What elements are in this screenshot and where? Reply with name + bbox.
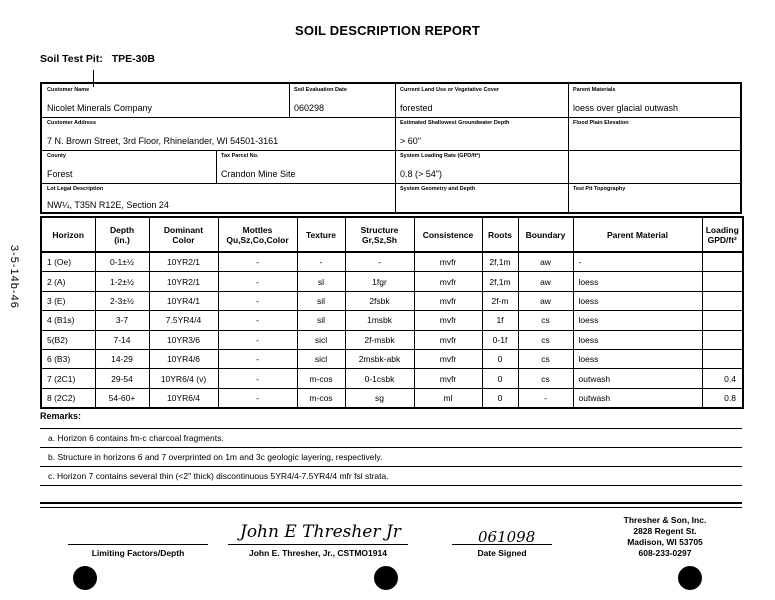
column-header-line2: Color <box>172 234 195 245</box>
table-cell: - <box>297 252 345 272</box>
lot-legal-value: NW¼, T35N R12E, Section 24 <box>47 200 169 210</box>
parent-materials-label: Parent Materials <box>573 87 616 93</box>
table-cell: - <box>218 272 297 291</box>
table-cell: 1fgr <box>345 272 414 291</box>
column-header <box>573 217 702 252</box>
column-header <box>95 217 149 252</box>
blank-cell <box>568 150 740 183</box>
signer-name: John E. Thresher, Jr., CSTMO1914 <box>249 548 387 558</box>
punch-hole <box>73 566 97 590</box>
date-line <box>452 544 552 545</box>
remarks-rule <box>40 428 742 429</box>
column-header <box>414 217 482 252</box>
column-header-line1: Mottles <box>242 224 273 235</box>
column-header <box>297 217 345 252</box>
remarks-rule <box>40 447 742 448</box>
table-cell: cs <box>518 311 573 330</box>
table-cell: 3 (E) <box>41 291 95 310</box>
table-cell: aw <box>518 291 573 310</box>
flood-plain-label: Flood Plain Elevation <box>573 120 629 126</box>
column-header-line1: Texture <box>305 229 337 240</box>
table-cell: - <box>218 349 297 368</box>
customer-address-label: Customer Address <box>47 120 97 126</box>
pit-topography-label: Test Pit Topography <box>573 186 626 192</box>
county-label: County <box>47 153 66 159</box>
soil-eval-date-cell <box>289 84 395 117</box>
table-cell: 0.8 <box>702 388 743 408</box>
table-cell: - <box>218 388 297 408</box>
table-cell: 2msbk-abk <box>345 349 414 368</box>
table-cell: loess <box>573 330 702 349</box>
table-cell <box>702 291 743 310</box>
table-cell: mvfr <box>414 349 482 368</box>
lot-legal-cell <box>42 183 395 214</box>
remarks-label: Remarks: <box>40 411 82 421</box>
tax-parcel-label: Tax Parcel No. <box>221 153 259 159</box>
column-header <box>702 217 743 252</box>
column-header-line1: Consistence <box>422 229 474 240</box>
table-cell: - <box>218 330 297 349</box>
limiting-factors-label: Limiting Factors/Depth <box>91 548 185 558</box>
table-row <box>41 272 743 291</box>
table-cell: 0-1csbk <box>345 369 414 388</box>
table-cell <box>702 349 743 368</box>
limiting-factors-line <box>68 544 208 545</box>
table-body <box>41 252 743 408</box>
remark-item: a. Horizon 6 contains fm-c charcoal fragments. <box>48 433 224 443</box>
table-cell: 2fsbk <box>345 291 414 310</box>
table-cell: 54-60+ <box>95 388 149 408</box>
tax-parcel-cell <box>216 150 395 183</box>
table-cell: 0 <box>482 349 518 368</box>
table-cell: outwash <box>573 388 702 408</box>
lot-legal-label: Lot Legal Description <box>47 186 104 192</box>
table-cell: cs <box>518 330 573 349</box>
table-cell: mvfr <box>414 311 482 330</box>
table-cell: - <box>218 369 297 388</box>
table-cell: aw <box>518 252 573 272</box>
column-header-line1: Horizon <box>52 229 85 240</box>
table-cell: mvfr <box>414 252 482 272</box>
table-cell: loess <box>573 272 702 291</box>
table-cell <box>702 272 743 291</box>
table-cell: 29-54 <box>95 369 149 388</box>
table-cell: 1-2±½ <box>95 272 149 291</box>
table-cell: loess <box>573 291 702 310</box>
test-pit-label: Soil Test Pit: <box>40 53 103 65</box>
table-cell: 6 (B3) <box>41 349 95 368</box>
table-cell <box>702 311 743 330</box>
table-cell: 10YR2/1 <box>149 252 218 272</box>
horizon-table <box>40 216 744 409</box>
table-cell: - <box>573 252 702 272</box>
site-info-grid <box>40 82 742 214</box>
groundwater-depth-value: > 60" <box>400 136 421 146</box>
loading-rate-cell <box>395 150 568 183</box>
table-row <box>41 252 743 272</box>
table-cell: 1f <box>482 311 518 330</box>
table-cell: mvfr <box>414 369 482 388</box>
company-block <box>605 515 725 559</box>
table-cell <box>702 330 743 349</box>
table-cell: sil <box>297 311 345 330</box>
table-cell: ml <box>414 388 482 408</box>
table-cell: sl <box>297 272 345 291</box>
parent-materials-cell <box>568 84 740 117</box>
table-cell: loess <box>573 311 702 330</box>
table-cell: 0-1±½ <box>95 252 149 272</box>
table-cell: mvfr <box>414 330 482 349</box>
table-cell: mvfr <box>414 291 482 310</box>
table-cell: - <box>518 388 573 408</box>
table-cell: 1msbk <box>345 311 414 330</box>
groundwater-depth-label: Estimated Shallowest Groundwater Depth <box>400 120 510 126</box>
company-phone: 608-233-0297 <box>638 548 692 558</box>
soil-test-pit <box>40 53 155 65</box>
table-cell: cs <box>518 369 573 388</box>
column-header <box>345 217 414 252</box>
signer-line <box>228 544 408 545</box>
remarks-rule <box>40 502 742 504</box>
land-use-cell <box>395 84 568 117</box>
remarks-rule <box>40 485 742 486</box>
column-header-line1: Parent Material <box>607 229 668 240</box>
column-header <box>218 217 297 252</box>
table-cell: 14-29 <box>95 349 149 368</box>
table-cell: 0 <box>482 369 518 388</box>
table-cell: 8 (2C2) <box>41 388 95 408</box>
table-cell: 4 (B1s) <box>41 311 95 330</box>
column-header-line1: Depth <box>109 224 135 235</box>
customer-name-cell <box>42 84 289 117</box>
margin-note: 3-5-14b-46 <box>8 245 20 309</box>
column-header-line2: GPD/ft² <box>707 234 737 245</box>
flood-plain-cell <box>568 117 740 150</box>
remark-item: b. Structure in horizons 6 and 7 overprinted on 1m and 3c geologic layering, respectively. <box>48 452 383 462</box>
table-cell: - <box>345 252 414 272</box>
table-cell: 7-14 <box>95 330 149 349</box>
table-cell: outwash <box>573 369 702 388</box>
county-value: Forest <box>47 169 73 179</box>
date-signed-value: 061098 <box>478 528 536 546</box>
column-header-line2: Gr,Sz,Sh <box>362 234 397 245</box>
company-street: 2828 Regent St. <box>633 526 697 536</box>
column-header <box>518 217 573 252</box>
table-cell: 2f-msbk <box>345 330 414 349</box>
column-header-line1: Structure <box>360 224 399 235</box>
table-cell: 10YR4/1 <box>149 291 218 310</box>
table-header-row <box>41 217 743 252</box>
report-title: SOIL DESCRIPTION REPORT <box>295 23 480 38</box>
table-cell: sg <box>345 388 414 408</box>
land-use-label: Current Land Use or Vegetative Cover <box>400 87 500 93</box>
table-cell: m-cos <box>297 369 345 388</box>
remarks-rule <box>40 466 742 467</box>
soil-eval-date-value: 060298 <box>294 103 325 113</box>
table-row <box>41 349 743 368</box>
signature-script: John E Thresher Jr <box>240 522 401 542</box>
remark-item: c. Horizon 7 contains several thin (<2" thick) discontinuous 5YR4/4-7.5YR4/4 mfr fsl strata. <box>48 471 389 481</box>
system-geometry-label: System Geometry and Depth <box>400 186 476 192</box>
customer-address-value: 7 N. Brown Street, 3rd Floor, Rhinelander, WI 54501-3161 <box>47 136 279 146</box>
table-cell: 10YR4/6 <box>149 349 218 368</box>
table-cell: - <box>218 252 297 272</box>
table-row <box>41 388 743 408</box>
table-cell: 1 (Oe) <box>41 252 95 272</box>
pit-topography-cell <box>568 183 740 214</box>
table-cell: sicl <box>297 330 345 349</box>
table-cell: 5(B2) <box>41 330 95 349</box>
loading-rate-label: System Loading Rate (GPD/ft²) <box>400 153 481 159</box>
table-cell: mvfr <box>414 272 482 291</box>
table-cell: sil <box>297 291 345 310</box>
table-cell: 10YR3/6 <box>149 330 218 349</box>
company-name: Thresher & Son, Inc. <box>623 515 707 525</box>
table-cell: cs <box>518 349 573 368</box>
table-cell: 2f-m <box>482 291 518 310</box>
groundwater-depth-cell <box>395 117 568 150</box>
table-cell: - <box>218 291 297 310</box>
county-cell <box>42 150 216 183</box>
table-cell: 2 (A) <box>41 272 95 291</box>
table-cell: 10YR2/1 <box>149 272 218 291</box>
soil-eval-date-label: Soil Evaluation Date <box>294 87 347 93</box>
parent-materials-value: loess over glacial outwash <box>573 103 679 113</box>
table-cell: 2-3±½ <box>95 291 149 310</box>
table-cell: 0 <box>482 388 518 408</box>
test-pit-value: TPE-30B <box>111 53 155 65</box>
land-use-value: forested <box>400 103 433 113</box>
table-cell: 10YR6/4 <box>149 388 218 408</box>
column-header-line2: Qu,Sz,Co,Color <box>226 234 289 245</box>
customer-name-value: Nicolet Minerals Company <box>47 103 153 113</box>
table-cell: 3-7 <box>95 311 149 330</box>
remarks-rule <box>40 507 742 508</box>
table-cell: sicl <box>297 349 345 368</box>
column-header-line1: Roots <box>487 229 513 240</box>
tax-parcel-value: Crandon Mine Site <box>221 169 296 179</box>
customer-name-label: Customer Name <box>47 87 90 93</box>
table-cell: 7.5YR4/4 <box>149 311 218 330</box>
table-cell: aw <box>518 272 573 291</box>
table-cell: 7 (2C1) <box>41 369 95 388</box>
table-cell: loess <box>573 349 702 368</box>
loading-rate-value: 0.8 (> 54") <box>400 169 442 179</box>
table-row <box>41 311 743 330</box>
column-header-line1: Boundary <box>525 229 566 240</box>
column-header <box>41 217 95 252</box>
table-cell: 2f,1m <box>482 272 518 291</box>
table-cell: 0-1f <box>482 330 518 349</box>
table-cell: 10YR6/4 (v) <box>149 369 218 388</box>
column-header-line2: (in.) <box>114 234 130 245</box>
table-cell: - <box>218 311 297 330</box>
column-header-line1: Loading <box>705 224 739 235</box>
table-row <box>41 369 743 388</box>
table-cell: 0.4 <box>702 369 743 388</box>
punch-hole <box>374 566 398 590</box>
table-row <box>41 291 743 310</box>
column-header <box>482 217 518 252</box>
column-header <box>149 217 218 252</box>
system-geometry-cell <box>395 183 568 214</box>
table-cell: 2f,1m <box>482 252 518 272</box>
table-cell: m-cos <box>297 388 345 408</box>
company-city: Madison, WI 53705 <box>627 537 703 547</box>
date-signed-label: Date Signed <box>477 548 527 558</box>
table-row <box>41 330 743 349</box>
customer-address-cell <box>42 117 395 150</box>
column-header-line1: Dominant <box>163 224 204 235</box>
table-cell <box>702 252 743 272</box>
punch-hole <box>678 566 702 590</box>
